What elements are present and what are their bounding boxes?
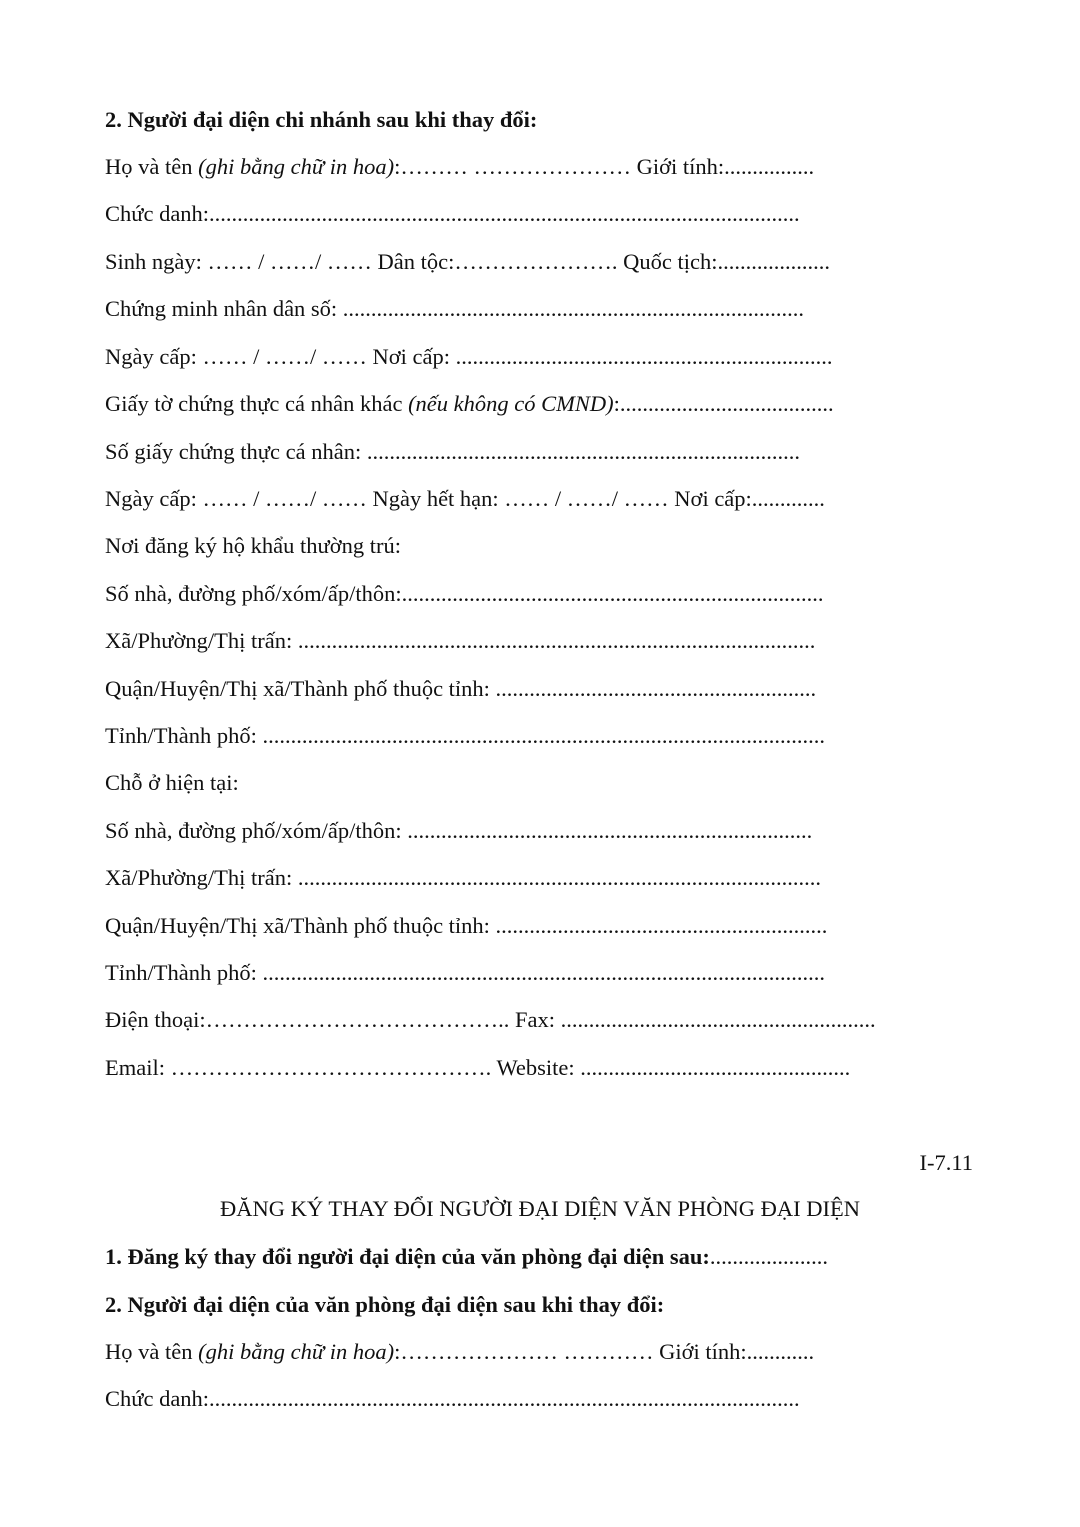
full-name-field[interactable] xyxy=(105,152,814,182)
permanent-residence-label: Nơi đăng ký hộ khẩu thường trú: xyxy=(105,533,401,558)
other-document-hint: (nếu không có CMND) xyxy=(408,391,614,416)
office-full-name-label: Họ và tên xyxy=(105,1339,199,1364)
current-ward-field[interactable]: Xã/Phường/Thị trấn: ............................................................................................. xyxy=(105,865,821,890)
office-registration-field[interactable] xyxy=(105,1242,828,1272)
full-name-blank: :……… ………………… Giới tính:................ xyxy=(394,154,815,179)
permanent-province-field[interactable]: Tỉnh/Thành phố: .................................................................................................... xyxy=(105,723,825,748)
other-document-field[interactable] xyxy=(105,389,834,419)
section-heading-representative: 2. Người đại diện chi nhánh sau khi thay đổi: xyxy=(105,107,538,132)
id-issue-field[interactable]: Ngày cấp: …… / ……/ …… Nơi cấp: ................................................................... xyxy=(105,344,833,369)
document-number-field[interactable]: Số giấy chứng thực cá nhân: ............................................................................. xyxy=(105,439,800,464)
birth-ethnicity-nationality-field[interactable]: Sinh ngày: …… / ……/ …… Dân tộc:…………………. Quốc tịch:.................... xyxy=(105,249,830,274)
form-title: ĐĂNG KÝ THAY ĐỔI NGƯỜI ĐẠI DIỆN VĂN PHÒNG ĐẠI DIỆN xyxy=(220,1196,860,1221)
permanent-street-field[interactable]: Số nhà, đường phố/xóm/ấp/thôn:........................................................................... xyxy=(105,581,824,606)
other-document-label: Giấy tờ chứng thực cá nhân khác xyxy=(105,391,409,416)
office-registration-label: 1. Đăng ký thay đổi người đại diện của văn phòng đại diện sau: xyxy=(105,1244,710,1269)
phone-fax-field[interactable]: Điện thoại:………………………………….. Fax: ........................................................ xyxy=(105,1007,876,1032)
full-name-hint: (ghi bằng chữ in hoa) xyxy=(198,154,395,179)
current-street-field[interactable]: Số nhà, đường phố/xóm/ấp/thôn: ........................................................................ xyxy=(105,818,813,843)
office-full-name-field[interactable] xyxy=(105,1337,814,1367)
form-code: I-7.11 xyxy=(919,1150,973,1175)
id-number-field[interactable]: Chứng minh nhân dân số: .................................................................................. xyxy=(105,296,805,321)
office-full-name-blank: :………………… ………… Giới tính:............ xyxy=(394,1339,815,1364)
full-name-label: Họ và tên xyxy=(105,154,199,179)
document-dates-field[interactable]: Ngày cấp: …… / ……/ …… Ngày hết hạn: …… / ……/ …… Nơi cấp:............. xyxy=(105,486,825,511)
office-full-name-hint: (ghi bằng chữ in hoa) xyxy=(198,1339,395,1364)
current-district-field[interactable]: Quận/Huyện/Thị xã/Thành phố thuộc tỉnh: ........................................................... xyxy=(105,913,828,938)
position-field[interactable]: Chức danh:......................................................................................................... xyxy=(105,201,800,226)
other-document-blank: :...................................... xyxy=(613,391,834,416)
office-position-field[interactable]: Chức danh:......................................................................................................... xyxy=(105,1386,800,1411)
current-province-field[interactable]: Tỉnh/Thành phố: .................................................................................................... xyxy=(105,960,825,985)
office-representative-heading: 2. Người đại diện của văn phòng đại diện sau khi thay đổi: xyxy=(105,1292,665,1317)
current-residence-label: Chỗ ở hiện tại: xyxy=(105,770,239,795)
permanent-ward-field[interactable]: Xã/Phường/Thị trấn: ............................................................................................ xyxy=(105,628,816,653)
permanent-district-field[interactable]: Quận/Huyện/Thị xã/Thành phố thuộc tỉnh: ......................................................... xyxy=(105,676,817,701)
office-registration-blank: ..................... xyxy=(709,1244,829,1269)
email-website-field[interactable]: Email: ……………………………………. Website: ................................................ xyxy=(105,1055,851,1080)
